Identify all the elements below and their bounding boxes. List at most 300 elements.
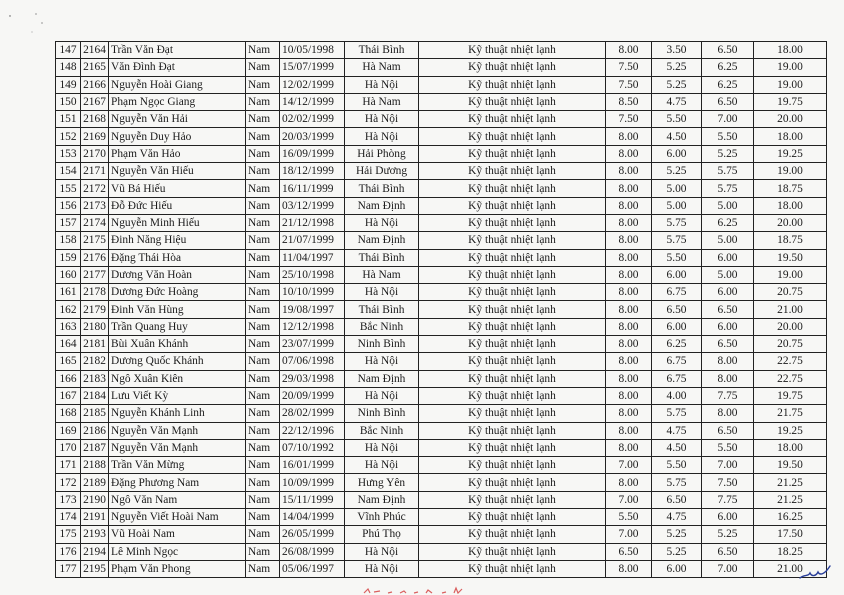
hometown-cell: Hà Nam xyxy=(345,59,419,76)
student-id-cell: 2182 xyxy=(81,353,109,370)
score-3-cell: 7.00 xyxy=(702,560,754,577)
student-id-cell: 2176 xyxy=(81,249,109,266)
birth-date-cell: 10/05/1998 xyxy=(280,42,345,59)
gender-cell: Nam xyxy=(246,284,280,301)
score-3-cell: 5.50 xyxy=(702,128,754,145)
gender-cell: Nam xyxy=(246,318,280,335)
gender-cell: Nam xyxy=(246,370,280,387)
table-row xyxy=(56,180,827,197)
table-row xyxy=(56,457,827,474)
table-row xyxy=(56,93,827,110)
total-score-cell: 22.75 xyxy=(754,370,827,387)
student-id-cell: 2185 xyxy=(81,405,109,422)
score-1-cell: 8.00 xyxy=(606,128,652,145)
score-3-cell: 7.50 xyxy=(702,474,754,491)
hometown-cell: Bắc Ninh xyxy=(345,422,419,439)
student-id-cell: 2187 xyxy=(81,439,109,456)
student-name-cell: Lưu Viết Kỳ xyxy=(109,387,246,404)
major-cell: Kỹ thuật nhiệt lạnh xyxy=(419,197,606,214)
student-name-cell: Phạm Văn Phong xyxy=(109,560,246,577)
score-1-cell: 8.00 xyxy=(606,180,652,197)
row-number-cell: 168 xyxy=(56,405,81,422)
major-cell: Kỹ thuật nhiệt lạnh xyxy=(419,370,606,387)
hometown-cell: Hải Dương xyxy=(345,163,419,180)
student-id-cell: 2183 xyxy=(81,370,109,387)
student-id-cell: 2194 xyxy=(81,543,109,560)
student-name-cell: Lê Minh Ngọc xyxy=(109,543,246,560)
major-cell: Kỹ thuật nhiệt lạnh xyxy=(419,128,606,145)
table-body xyxy=(56,42,827,578)
major-cell: Kỹ thuật nhiệt lạnh xyxy=(419,249,606,266)
student-id-cell: 2172 xyxy=(81,180,109,197)
score-2-cell: 5.50 xyxy=(652,457,702,474)
hometown-cell: Hà Nội xyxy=(345,353,419,370)
birth-date-cell: 02/02/1999 xyxy=(280,111,345,128)
total-score-cell: 18.75 xyxy=(754,232,827,249)
student-id-cell: 2180 xyxy=(81,318,109,335)
row-number-cell: 175 xyxy=(56,526,81,543)
hometown-cell: Nam Định xyxy=(345,197,419,214)
hometown-cell: Hà Nội xyxy=(345,111,419,128)
score-1-cell: 8.00 xyxy=(606,474,652,491)
student-name-cell: Dương Đức Hoàng xyxy=(109,284,246,301)
major-cell: Kỹ thuật nhiệt lạnh xyxy=(419,422,606,439)
score-3-cell: 6.00 xyxy=(702,249,754,266)
hometown-cell: Phú Thọ xyxy=(345,526,419,543)
gender-cell: Nam xyxy=(246,76,280,93)
score-1-cell: 8.00 xyxy=(606,387,652,404)
gender-cell: Nam xyxy=(246,197,280,214)
birth-date-cell: 25/10/1998 xyxy=(280,266,345,283)
score-2-cell: 3.50 xyxy=(652,42,702,59)
gender-cell: Nam xyxy=(246,543,280,560)
student-id-cell: 2173 xyxy=(81,197,109,214)
gender-cell: Nam xyxy=(246,353,280,370)
row-number-cell: 165 xyxy=(56,353,81,370)
score-2-cell: 4.75 xyxy=(652,93,702,110)
score-1-cell: 8.00 xyxy=(606,560,652,577)
row-number-cell: 166 xyxy=(56,370,81,387)
score-3-cell: 6.25 xyxy=(702,59,754,76)
score-3-cell: 6.25 xyxy=(702,76,754,93)
score-2-cell: 6.00 xyxy=(652,560,702,577)
student-name-cell: Nguyễn Văn Hiếu xyxy=(109,163,246,180)
gender-cell: Nam xyxy=(246,439,280,456)
student-id-cell: 2166 xyxy=(81,76,109,93)
score-2-cell: 5.75 xyxy=(652,405,702,422)
gender-cell: Nam xyxy=(246,457,280,474)
table-row xyxy=(56,111,827,128)
total-score-cell: 21.00 xyxy=(754,301,827,318)
hometown-cell: Hà Nội xyxy=(345,457,419,474)
birth-date-cell: 05/06/1997 xyxy=(280,560,345,577)
hometown-cell: Hà Nam xyxy=(345,266,419,283)
score-3-cell: 6.50 xyxy=(702,42,754,59)
score-2-cell: 6.75 xyxy=(652,370,702,387)
table-row xyxy=(56,353,827,370)
birth-date-cell: 10/09/1999 xyxy=(280,474,345,491)
table-row xyxy=(56,145,827,162)
student-id-cell: 2171 xyxy=(81,163,109,180)
row-number-cell: 154 xyxy=(56,163,81,180)
gender-cell: Nam xyxy=(246,214,280,231)
hometown-cell: Hà Nội xyxy=(345,76,419,93)
total-score-cell: 18.00 xyxy=(754,439,827,456)
student-id-cell: 2179 xyxy=(81,301,109,318)
student-id-cell: 2167 xyxy=(81,93,109,110)
hometown-cell: Vĩnh Phúc xyxy=(345,509,419,526)
student-name-cell: Nguyễn Văn Hải xyxy=(109,111,246,128)
hometown-cell: Nam Định xyxy=(345,370,419,387)
student-id-cell: 2184 xyxy=(81,387,109,404)
row-number-cell: 148 xyxy=(56,59,81,76)
birth-date-cell: 20/03/1999 xyxy=(280,128,345,145)
score-2-cell: 4.75 xyxy=(652,422,702,439)
total-score-cell: 19.75 xyxy=(754,93,827,110)
student-id-cell: 2177 xyxy=(81,266,109,283)
score-1-cell: 7.00 xyxy=(606,526,652,543)
student-score-table xyxy=(55,41,827,578)
total-score-cell: 18.00 xyxy=(754,128,827,145)
score-1-cell: 8.00 xyxy=(606,42,652,59)
score-2-cell: 4.50 xyxy=(652,128,702,145)
gender-cell: Nam xyxy=(246,301,280,318)
total-score-cell: 18.25 xyxy=(754,543,827,560)
hometown-cell: Ninh Bình xyxy=(345,336,419,353)
gender-cell: Nam xyxy=(246,491,280,508)
birth-date-cell: 20/09/1999 xyxy=(280,387,345,404)
student-id-cell: 2188 xyxy=(81,457,109,474)
birth-date-cell: 11/04/1997 xyxy=(280,249,345,266)
birth-date-cell: 29/03/1998 xyxy=(280,370,345,387)
score-3-cell: 5.25 xyxy=(702,145,754,162)
student-id-cell: 2181 xyxy=(81,336,109,353)
score-2-cell: 6.50 xyxy=(652,491,702,508)
row-number-cell: 173 xyxy=(56,491,81,508)
student-name-cell: Vũ Hoài Nam xyxy=(109,526,246,543)
major-cell: Kỹ thuật nhiệt lạnh xyxy=(419,284,606,301)
birth-date-cell: 03/12/1999 xyxy=(280,197,345,214)
gender-cell: Nam xyxy=(246,336,280,353)
score-2-cell: 5.75 xyxy=(652,232,702,249)
total-score-cell: 19.00 xyxy=(754,163,827,180)
student-name-cell: Đinh Năng Hiệu xyxy=(109,232,246,249)
hometown-cell: Hà Nội xyxy=(345,128,419,145)
gender-cell: Nam xyxy=(246,111,280,128)
table-row xyxy=(56,59,827,76)
score-2-cell: 6.25 xyxy=(652,336,702,353)
hometown-cell: Hà Nội xyxy=(345,560,419,577)
score-2-cell: 4.00 xyxy=(652,387,702,404)
table-row xyxy=(56,128,827,145)
table-row xyxy=(56,301,827,318)
score-3-cell: 5.00 xyxy=(702,266,754,283)
major-cell: Kỹ thuật nhiệt lạnh xyxy=(419,163,606,180)
total-score-cell: 19.00 xyxy=(754,266,827,283)
birth-date-cell: 16/01/1999 xyxy=(280,457,345,474)
gender-cell: Nam xyxy=(246,560,280,577)
score-3-cell: 6.50 xyxy=(702,301,754,318)
score-3-cell: 8.00 xyxy=(702,405,754,422)
total-score-cell: 20.75 xyxy=(754,284,827,301)
major-cell: Kỹ thuật nhiệt lạnh xyxy=(419,76,606,93)
score-2-cell: 6.75 xyxy=(652,284,702,301)
score-2-cell: 6.00 xyxy=(652,266,702,283)
row-number-cell: 157 xyxy=(56,214,81,231)
birth-date-cell: 14/04/1999 xyxy=(280,509,345,526)
row-number-cell: 158 xyxy=(56,232,81,249)
score-2-cell: 5.50 xyxy=(652,111,702,128)
score-3-cell: 6.50 xyxy=(702,422,754,439)
score-2-cell: 6.75 xyxy=(652,353,702,370)
score-3-cell: 7.75 xyxy=(702,387,754,404)
row-number-cell: 149 xyxy=(56,76,81,93)
major-cell: Kỹ thuật nhiệt lạnh xyxy=(419,145,606,162)
student-name-cell: Nguyễn Văn Mạnh xyxy=(109,422,246,439)
score-3-cell: 5.25 xyxy=(702,526,754,543)
table-row xyxy=(56,526,827,543)
student-name-cell: Đặng Thái Hòa xyxy=(109,249,246,266)
table-row xyxy=(56,232,827,249)
row-number-cell: 163 xyxy=(56,318,81,335)
gender-cell: Nam xyxy=(246,180,280,197)
birth-date-cell: 22/12/1996 xyxy=(280,422,345,439)
major-cell: Kỹ thuật nhiệt lạnh xyxy=(419,111,606,128)
score-1-cell: 8.00 xyxy=(606,370,652,387)
student-id-cell: 2164 xyxy=(81,42,109,59)
major-cell: Kỹ thuật nhiệt lạnh xyxy=(419,266,606,283)
row-number-cell: 155 xyxy=(56,180,81,197)
row-number-cell: 156 xyxy=(56,197,81,214)
major-cell: Kỹ thuật nhiệt lạnh xyxy=(419,405,606,422)
row-number-cell: 152 xyxy=(56,128,81,145)
birth-date-cell: 07/10/1992 xyxy=(280,439,345,456)
table-row xyxy=(56,509,827,526)
student-name-cell: Vũ Bá Hiếu xyxy=(109,180,246,197)
scan-specks xyxy=(8,8,48,38)
hometown-cell: Ninh Bình xyxy=(345,405,419,422)
hometown-cell: Hà Nội xyxy=(345,439,419,456)
table-row xyxy=(56,543,827,560)
gender-cell: Nam xyxy=(246,526,280,543)
total-score-cell: 20.75 xyxy=(754,336,827,353)
score-3-cell: 6.00 xyxy=(702,284,754,301)
student-name-cell: Bùi Xuân Khánh xyxy=(109,336,246,353)
student-id-cell: 2190 xyxy=(81,491,109,508)
total-score-cell: 19.25 xyxy=(754,422,827,439)
score-3-cell: 5.75 xyxy=(702,180,754,197)
total-score-cell: 17.50 xyxy=(754,526,827,543)
total-score-cell: 20.00 xyxy=(754,214,827,231)
student-id-cell: 2175 xyxy=(81,232,109,249)
total-score-cell: 21.25 xyxy=(754,491,827,508)
student-id-cell: 2170 xyxy=(81,145,109,162)
score-3-cell: 6.00 xyxy=(702,509,754,526)
score-3-cell: 5.75 xyxy=(702,163,754,180)
table-row xyxy=(56,405,827,422)
major-cell: Kỹ thuật nhiệt lạnh xyxy=(419,336,606,353)
score-2-cell: 5.00 xyxy=(652,197,702,214)
score-1-cell: 7.50 xyxy=(606,59,652,76)
table-row xyxy=(56,474,827,491)
row-number-cell: 159 xyxy=(56,249,81,266)
major-cell: Kỹ thuật nhiệt lạnh xyxy=(419,560,606,577)
gender-cell: Nam xyxy=(246,232,280,249)
row-number-cell: 177 xyxy=(56,560,81,577)
total-score-cell: 20.00 xyxy=(754,318,827,335)
score-1-cell: 8.00 xyxy=(606,232,652,249)
score-2-cell: 6.00 xyxy=(652,145,702,162)
total-score-cell: 20.00 xyxy=(754,111,827,128)
student-name-cell: Trần Văn Đạt xyxy=(109,42,246,59)
score-2-cell: 5.50 xyxy=(652,249,702,266)
red-stamp-fragment xyxy=(362,584,472,595)
score-1-cell: 8.00 xyxy=(606,439,652,456)
hometown-cell: Thái Bình xyxy=(345,180,419,197)
score-2-cell: 4.75 xyxy=(652,509,702,526)
score-2-cell: 5.25 xyxy=(652,76,702,93)
table-row xyxy=(56,76,827,93)
hometown-cell: Thái Bình xyxy=(345,249,419,266)
score-1-cell: 8.00 xyxy=(606,405,652,422)
birth-date-cell: 15/11/1999 xyxy=(280,491,345,508)
student-name-cell: Trần Quang Huy xyxy=(109,318,246,335)
table-row xyxy=(56,214,827,231)
total-score-cell: 19.00 xyxy=(754,76,827,93)
student-name-cell: Nguyễn Viết Hoài Nam xyxy=(109,509,246,526)
birth-date-cell: 16/11/1999 xyxy=(280,180,345,197)
gender-cell: Nam xyxy=(246,405,280,422)
table-row xyxy=(56,163,827,180)
total-score-cell: 19.50 xyxy=(754,249,827,266)
hometown-cell: Nam Định xyxy=(345,232,419,249)
row-number-cell: 161 xyxy=(56,284,81,301)
row-number-cell: 167 xyxy=(56,387,81,404)
birth-date-cell: 28/02/1999 xyxy=(280,405,345,422)
row-number-cell: 151 xyxy=(56,111,81,128)
major-cell: Kỹ thuật nhiệt lạnh xyxy=(419,491,606,508)
hometown-cell: Hưng Yên xyxy=(345,474,419,491)
score-1-cell: 7.50 xyxy=(606,76,652,93)
major-cell: Kỹ thuật nhiệt lạnh xyxy=(419,93,606,110)
major-cell: Kỹ thuật nhiệt lạnh xyxy=(419,526,606,543)
table-row xyxy=(56,336,827,353)
major-cell: Kỹ thuật nhiệt lạnh xyxy=(419,180,606,197)
handwritten-check-mark xyxy=(796,562,836,584)
row-number-cell: 174 xyxy=(56,509,81,526)
hometown-cell: Hà Nội xyxy=(345,543,419,560)
score-2-cell: 4.50 xyxy=(652,439,702,456)
total-score-cell: 19.50 xyxy=(754,457,827,474)
major-cell: Kỹ thuật nhiệt lạnh xyxy=(419,59,606,76)
score-1-cell: 7.50 xyxy=(606,111,652,128)
birth-date-cell: 18/12/1999 xyxy=(280,163,345,180)
table-row xyxy=(56,370,827,387)
table-row xyxy=(56,387,827,404)
score-1-cell: 8.50 xyxy=(606,93,652,110)
score-3-cell: 6.00 xyxy=(702,318,754,335)
hometown-cell: Hà Nội xyxy=(345,214,419,231)
score-3-cell: 7.00 xyxy=(702,457,754,474)
student-id-cell: 2195 xyxy=(81,560,109,577)
birth-date-cell: 16/09/1999 xyxy=(280,145,345,162)
score-3-cell: 7.00 xyxy=(702,111,754,128)
total-score-cell: 21.25 xyxy=(754,474,827,491)
student-name-cell: Dương Quốc Khánh xyxy=(109,353,246,370)
score-1-cell: 8.00 xyxy=(606,214,652,231)
gender-cell: Nam xyxy=(246,249,280,266)
total-score-cell: 18.75 xyxy=(754,180,827,197)
birth-date-cell: 21/12/1998 xyxy=(280,214,345,231)
major-cell: Kỹ thuật nhiệt lạnh xyxy=(419,439,606,456)
score-1-cell: 7.00 xyxy=(606,457,652,474)
total-score-cell: 18.00 xyxy=(754,42,827,59)
birth-date-cell: 26/08/1999 xyxy=(280,543,345,560)
score-2-cell: 5.75 xyxy=(652,214,702,231)
student-name-cell: Phạm Văn Hảo xyxy=(109,145,246,162)
birth-date-cell: 10/10/1999 xyxy=(280,284,345,301)
student-id-cell: 2168 xyxy=(81,111,109,128)
hometown-cell: Hải Phòng xyxy=(345,145,419,162)
table-row xyxy=(56,560,827,577)
score-1-cell: 8.00 xyxy=(606,318,652,335)
score-2-cell: 5.75 xyxy=(652,474,702,491)
gender-cell: Nam xyxy=(246,145,280,162)
total-score-cell: 21.75 xyxy=(754,405,827,422)
birth-date-cell: 26/05/1999 xyxy=(280,526,345,543)
score-1-cell: 5.50 xyxy=(606,509,652,526)
student-name-cell: Văn Đình Đạt xyxy=(109,59,246,76)
row-number-cell: 160 xyxy=(56,266,81,283)
major-cell: Kỹ thuật nhiệt lạnh xyxy=(419,474,606,491)
student-name-cell: Nguyễn Minh Hiếu xyxy=(109,214,246,231)
student-id-cell: 2174 xyxy=(81,214,109,231)
total-score-cell: 18.00 xyxy=(754,197,827,214)
total-score-cell: 16.25 xyxy=(754,509,827,526)
hometown-cell: Thái Bình xyxy=(345,301,419,318)
table-row xyxy=(56,491,827,508)
score-3-cell: 6.25 xyxy=(702,214,754,231)
major-cell: Kỹ thuật nhiệt lạnh xyxy=(419,301,606,318)
student-id-cell: 2165 xyxy=(81,59,109,76)
score-1-cell: 6.50 xyxy=(606,543,652,560)
score-3-cell: 7.75 xyxy=(702,491,754,508)
student-id-cell: 2169 xyxy=(81,128,109,145)
score-2-cell: 5.25 xyxy=(652,163,702,180)
gender-cell: Nam xyxy=(246,163,280,180)
birth-date-cell: 23/07/1999 xyxy=(280,336,345,353)
gender-cell: Nam xyxy=(246,42,280,59)
score-1-cell: 8.00 xyxy=(606,163,652,180)
hometown-cell: Hà Nội xyxy=(345,284,419,301)
major-cell: Kỹ thuật nhiệt lạnh xyxy=(419,214,606,231)
score-2-cell: 5.00 xyxy=(652,180,702,197)
student-name-cell: Nguyễn Văn Mạnh xyxy=(109,439,246,456)
hometown-cell: Nam Định xyxy=(345,491,419,508)
score-1-cell: 8.00 xyxy=(606,301,652,318)
birth-date-cell: 07/06/1998 xyxy=(280,353,345,370)
table-row xyxy=(56,422,827,439)
major-cell: Kỹ thuật nhiệt lạnh xyxy=(419,543,606,560)
table-row xyxy=(56,284,827,301)
student-name-cell: Trần Văn Mừng xyxy=(109,457,246,474)
student-name-cell: Nguyễn Duy Hảo xyxy=(109,128,246,145)
student-name-cell: Ngô Văn Nam xyxy=(109,491,246,508)
student-id-cell: 2193 xyxy=(81,526,109,543)
birth-date-cell: 15/07/1999 xyxy=(280,59,345,76)
total-score-cell: 19.00 xyxy=(754,59,827,76)
student-name-cell: Đặng Phương Nam xyxy=(109,474,246,491)
